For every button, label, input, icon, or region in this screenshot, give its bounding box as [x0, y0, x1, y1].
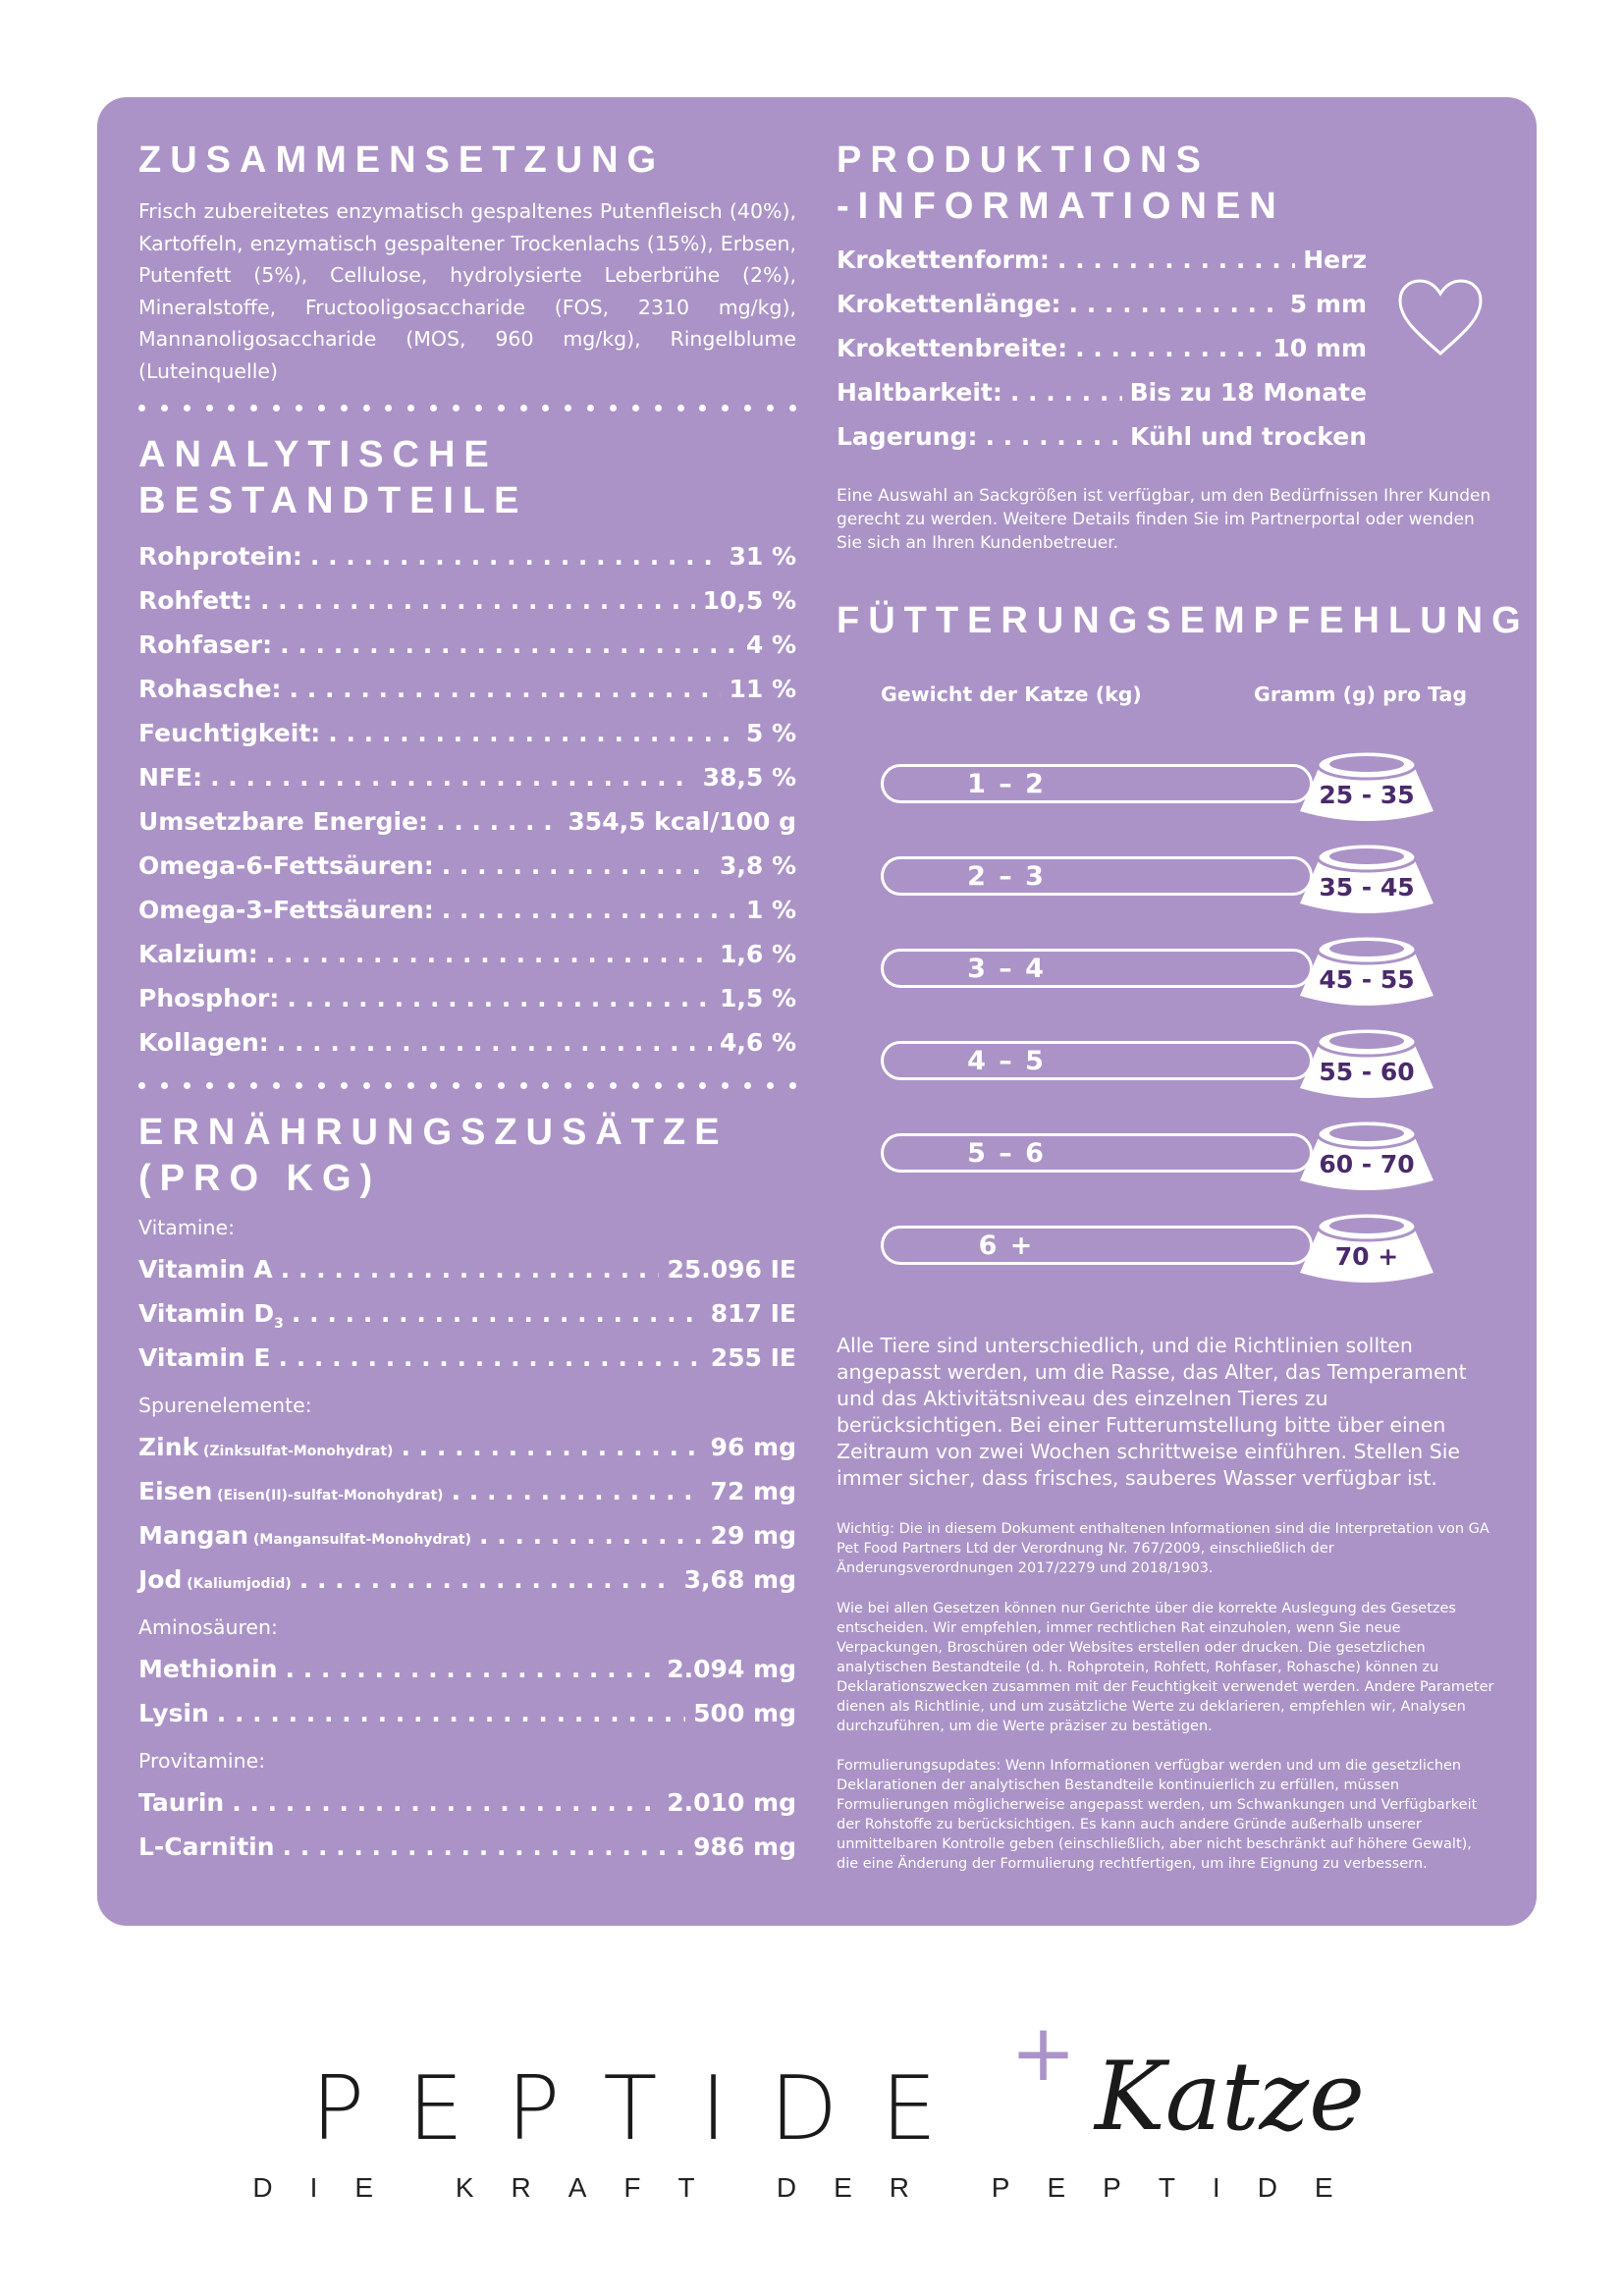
- analytic-row-value: 3,8 %: [719, 851, 796, 880]
- divider-dot: [385, 1082, 392, 1089]
- feeding-row: [881, 841, 1436, 917]
- dot-leader: [260, 578, 695, 623]
- weight-value: 6 +: [978, 1230, 1035, 1261]
- analytic-row-value: 1 %: [745, 896, 796, 924]
- vitamin-row-label: Vitamin A: [138, 1255, 273, 1284]
- vitamins-label: Vitamine:: [138, 1216, 236, 1239]
- divider-dot: [699, 1082, 706, 1089]
- dot-leader: [290, 667, 722, 711]
- divider-dot: [789, 405, 796, 411]
- amino-row-label: Lysin: [138, 1699, 209, 1727]
- divider-dot: [520, 1082, 527, 1089]
- brand-logo: [311, 2007, 1365, 2160]
- analytic-row: [138, 623, 796, 667]
- trace-row-label: Mangan (Mangansulfat-Monohydrat): [138, 1521, 471, 1550]
- dot-leader: [328, 711, 738, 755]
- analytic-row-label: Rohfaser:: [138, 630, 273, 659]
- production-row-value: 5 mm: [1289, 290, 1367, 318]
- analytic-row-label: Kollagen:: [138, 1028, 269, 1057]
- analytic-row-value: 38,5 %: [702, 763, 796, 792]
- vitamin-row: [138, 1336, 796, 1380]
- trace-row: [138, 1558, 796, 1602]
- weight-value: 1 – 2: [967, 769, 1046, 799]
- feeding-row: [881, 1118, 1436, 1194]
- feeding-row: [881, 748, 1436, 825]
- vitamin-row-sublabel: 3: [274, 1316, 284, 1332]
- divider-dot: [587, 1082, 594, 1089]
- heart-icon: [1396, 277, 1485, 359]
- vitamin-row-value: 255 IE: [710, 1343, 796, 1372]
- dot-leader: [442, 844, 712, 888]
- divider-dot: [161, 405, 168, 411]
- trace-row-label: Zink (Zinksulfat-Monohydrat): [138, 1433, 394, 1461]
- dot-leader: [1010, 370, 1122, 414]
- production-row-label: Krokettenform:: [837, 246, 1050, 274]
- dotted-divider: [138, 1080, 796, 1090]
- analytic-row: [138, 844, 796, 888]
- sack-note: Eine Auswahl an Sackgrößen ist verfügbar, um den Bedürfnissen Ihrer Kunden gerecht zu werden. Weitere Details finden Sie im Partnerportal oder wenden Sie sich an Ihren Kundenbetreuer.: [837, 486, 1491, 553]
- divider-dot: [453, 1082, 460, 1089]
- feeding-col-weight: Gewicht der Katze (kg): [881, 683, 1142, 706]
- production-row: [837, 282, 1367, 326]
- gram-value: 60 - 70: [1319, 1150, 1415, 1178]
- production-row-value: Herz: [1303, 246, 1367, 274]
- trace-row: [138, 1513, 796, 1558]
- divider-dot: [296, 405, 302, 411]
- divider-dot: [407, 1082, 414, 1089]
- vitamin-row: [138, 1291, 796, 1336]
- divider-dot: [363, 405, 370, 411]
- divider-dot: [318, 1082, 325, 1089]
- divider-dot: [632, 405, 639, 411]
- weight-value: 2 – 3: [967, 861, 1046, 892]
- logo-plus: +: [1010, 2007, 1077, 2099]
- provit-row: [138, 1780, 796, 1825]
- amino-row-value: 2.094 mg: [667, 1655, 796, 1683]
- gram-value: 70 +: [1334, 1242, 1399, 1271]
- divider-dot: [228, 405, 235, 411]
- dot-leader: [1075, 326, 1265, 370]
- divider-dot: [655, 405, 662, 411]
- amino-row: [138, 1691, 796, 1735]
- dot-leader: [277, 1020, 712, 1065]
- analytic-row-label: Kalzium:: [138, 940, 258, 968]
- analytic-row: [138, 1020, 796, 1065]
- divider-dot: [138, 405, 145, 411]
- weight-pill: [881, 1133, 1313, 1173]
- trace-list: [138, 1425, 796, 1602]
- legal-note-2: Wie bei allen Gesetzen können nur Gerichte über die korrekte Auslegung des Gesetzes entscheiden. Wir empfehlen, immer rechtlichen Rat einzuholen, wenn Sie neue Verpackungen, Broschüren oder Websites erstellen oder drucken. Die gesetzlichen analytischen Bestandteile (d. h. Rohprotein, Rohfett, Rohfaser, Rohasche) können zu Deklarationszwecken zusammen mit der Feuchtigkeit verwendet werden. Andere Parameter dienen als Richtlinie, und um zusätzliche Werte zu deklarieren, empfehlen wir, Analysen durchzuführen, um die Werte präziser zu bestätigen.: [837, 1601, 1494, 1734]
- gram-value: 35 - 45: [1319, 873, 1415, 902]
- analytic-title: ANALYTISCHE BESTANDTEILE: [138, 434, 528, 521]
- divider-dot: [341, 405, 348, 411]
- provit-row: [138, 1825, 796, 1869]
- dot-leader: [283, 1825, 686, 1869]
- trace-row: [138, 1425, 796, 1469]
- analytic-row: [138, 667, 796, 711]
- vitamin-row-value: 25.096 IE: [667, 1255, 796, 1284]
- trace-label: Spurenelemente:: [138, 1394, 312, 1417]
- divider-dot: [498, 405, 505, 411]
- divider-dot: [789, 1082, 796, 1089]
- dot-leader: [287, 976, 712, 1020]
- dotted-divider: [138, 403, 796, 412]
- divider-dot: [318, 405, 325, 411]
- legal-note-3: Formulierungsupdates: Wenn Informationen verfügbar werden und um die gesetzlichen Deklarationen der analytischen Bestandteile kontinuierlich zu erfüllen, müssen Formulierungen möglicherweise angepasst werden, um Schwankungen und Verfügbarkeit der Rohstoffe zu berücksichtigen. Es kann auch andere Gründe außerhalb unserer unmittelbaren Kontrolle geben (einschließlich, aber nicht beschränkt auf höhere Gewalt), die eine Änderung der Formulierung rechtfertigen, um ihre Eignung zu verbessern.: [837, 1758, 1478, 1872]
- divider-dot: [677, 405, 684, 411]
- dot-leader: [217, 1691, 685, 1735]
- dot-leader: [232, 1780, 659, 1825]
- dot-leader: [436, 799, 560, 844]
- divider-dot: [767, 405, 774, 411]
- divider-dot: [610, 1082, 617, 1089]
- analytic-row: [138, 888, 796, 932]
- divider-dot: [542, 405, 549, 411]
- trace-row-sublabel: (Kaliumjodid): [182, 1576, 292, 1592]
- analytic-row-label: Rohprotein:: [138, 542, 302, 571]
- analytic-row: [138, 578, 796, 623]
- divider-dot: [138, 1082, 145, 1089]
- trace-row-sublabel: (Zinksulfat-Monohydrat): [198, 1444, 394, 1459]
- dot-leader: [985, 414, 1122, 459]
- feeding-row: [881, 933, 1436, 1010]
- divider-dot: [722, 1082, 729, 1089]
- divider-dot: [610, 405, 617, 411]
- legal-note-1: Wichtig: Die in diesem Dokument enthaltenen Informationen sind die Interpretation von GA Pet Food Partners Ltd der Verordnung Nr. 767/2009, einschließlich der Änderungsverordnungen 2017/2279 und 2018/1903.: [837, 1521, 1489, 1576]
- divider-dot: [475, 405, 482, 411]
- divider-dot: [385, 405, 392, 411]
- analytic-row-value: 354,5 kcal/100 g: [568, 807, 796, 836]
- divider-dot: [250, 405, 257, 411]
- vitamin-row: [138, 1247, 796, 1291]
- dot-leader: [210, 755, 694, 799]
- dot-leader: [280, 623, 738, 667]
- vitamin-row-value: 817 IE: [710, 1299, 796, 1328]
- dot-leader: [266, 932, 712, 976]
- divider-dot: [430, 405, 437, 411]
- amino-row-label: Methionin: [138, 1655, 278, 1683]
- divider-dot: [407, 405, 414, 411]
- divider-dot: [655, 1082, 662, 1089]
- divider-dot: [520, 405, 527, 411]
- dot-leader: [452, 1469, 703, 1513]
- analytic-row-value: 5 %: [745, 719, 796, 747]
- analytic-row-label: Rohfett:: [138, 586, 252, 615]
- divider-dot: [363, 1082, 370, 1089]
- analytic-row-label: Rohasche:: [138, 675, 282, 703]
- divider-dot: [430, 1082, 437, 1089]
- composition-title: ZUSAMMENSETZUNG: [138, 139, 666, 181]
- divider-dot: [565, 1082, 571, 1089]
- divider-dot: [699, 405, 706, 411]
- divider-dot: [744, 405, 751, 411]
- dot-leader: [299, 1558, 676, 1602]
- analytic-row-value: 11 %: [729, 675, 796, 703]
- production-row-label: Lagerung:: [837, 422, 978, 451]
- analytic-row: [138, 799, 796, 844]
- vitamin-row-label: Vitamin E: [138, 1343, 271, 1372]
- divider-dot: [296, 1082, 302, 1089]
- production-row-label: Haltbarkeit:: [837, 378, 1002, 407]
- analytic-row-value: 10,5 %: [702, 586, 796, 615]
- divider-dot: [273, 405, 280, 411]
- logo-word: PEPTIDE: [311, 2057, 981, 2160]
- weight-pill: [881, 764, 1313, 803]
- weight-value: 5 – 6: [967, 1138, 1046, 1169]
- dot-leader: [286, 1647, 660, 1691]
- feeding-title: FÜTTERUNGSEMPFEHLUNG: [837, 600, 1530, 641]
- production-row: [837, 414, 1367, 459]
- left-column: [138, 137, 796, 1869]
- divider-dot: [273, 1082, 280, 1089]
- divider-dot: [206, 1082, 213, 1089]
- production-row-label: Krokettenbreite:: [837, 334, 1068, 362]
- provit-row-value: 986 mg: [693, 1832, 796, 1861]
- feeding-col-gram: Gramm (g) pro Tag: [1254, 683, 1468, 706]
- analytic-row-label: Umsetzbare Energie:: [138, 807, 429, 836]
- analytic-row-label: Phosphor:: [138, 984, 280, 1012]
- divider-dot: [744, 1082, 751, 1089]
- analytic-row-value: 1,6 %: [719, 940, 796, 968]
- vitamins-list: [138, 1247, 796, 1380]
- divider-dot: [677, 1082, 684, 1089]
- dot-leader: [310, 534, 722, 578]
- analytic-row: [138, 976, 796, 1020]
- amino-row-value: 500 mg: [693, 1699, 796, 1727]
- dot-leader: [1069, 282, 1282, 326]
- analytic-row-label: Omega-3-Fettsäuren:: [138, 896, 434, 924]
- gram-value: 55 - 60: [1319, 1058, 1415, 1086]
- divider-dot: [587, 405, 594, 411]
- provit-row-label: Taurin: [138, 1788, 225, 1817]
- production-row-value: 10 mm: [1272, 334, 1367, 362]
- gram-value: 25 - 35: [1319, 781, 1415, 809]
- divider-dot: [184, 405, 190, 411]
- brand-tagline: DIE KRAFT DER PEPTIDE: [252, 2172, 1371, 2203]
- production-row-label: Krokettenlänge:: [837, 290, 1061, 318]
- divider-dot: [475, 1082, 482, 1089]
- trace-row-sublabel: (Mangansulfat-Monohydrat): [248, 1532, 471, 1548]
- production-row: [837, 326, 1367, 370]
- analytic-row-value: 4 %: [745, 630, 796, 659]
- provit-list: [138, 1780, 796, 1869]
- provit-row-label: L-Carnitin: [138, 1832, 275, 1861]
- divider-dot: [767, 1082, 774, 1089]
- trace-row-value: 72 mg: [710, 1477, 796, 1505]
- weight-pill: [881, 949, 1313, 988]
- trace-row-sublabel: (Eisen(II)-sulfat-Monohydrat): [212, 1488, 444, 1503]
- feeding-guidance: Alle Tiere sind unterschiedlich, und die Richtlinien sollten angepasst werden, um die Rasse, das Alter, das Temperament und das Aktivitätsniveau des einzelnen Tieres zu berücksichtigen. Bei einer Futterumstellung bitte über einen Zeitraum von zwei Wochen schrittweise einführen. Stellen Sie immer sicher, dass frisches, sauberes Wasser verfügbar ist.: [837, 1334, 1467, 1490]
- production-row: [837, 370, 1367, 414]
- divider-dot: [206, 405, 213, 411]
- dot-leader: [442, 888, 738, 932]
- analytic-row: [138, 534, 796, 578]
- divider-dot: [453, 405, 460, 411]
- weight-value: 3 – 4: [967, 954, 1046, 984]
- dot-leader: [292, 1291, 703, 1336]
- right-column: [837, 137, 1530, 644]
- analytic-row-label: Feuchtigkeit:: [138, 719, 321, 747]
- logo-script: Katze: [1095, 2042, 1365, 2152]
- divider-dot: [632, 1082, 639, 1089]
- analytic-row: [138, 711, 796, 755]
- divider-dot: [722, 405, 729, 411]
- trace-row-value: 96 mg: [710, 1433, 796, 1461]
- feeding-row: [881, 1025, 1436, 1102]
- vitamin-row-label: Vitamin $D_3$: [138, 1299, 284, 1332]
- dot-leader: [401, 1425, 702, 1469]
- dot-leader: [279, 1336, 703, 1380]
- analytic-row-value: 1,5 %: [719, 984, 796, 1012]
- dot-leader: [281, 1247, 660, 1291]
- divider-dot: [565, 405, 571, 411]
- production-row: [837, 238, 1367, 282]
- analytic-row-label: Omega-6-Fettsäuren:: [138, 851, 434, 880]
- trace-row-label: Eisen (Eisen(II)-sulfat-Monohydrat): [138, 1477, 444, 1505]
- production-row-value: Kühl und trocken: [1130, 422, 1367, 451]
- divider-dot: [161, 1082, 168, 1089]
- dot-leader: [479, 1513, 703, 1558]
- dot-leader: [1057, 238, 1295, 282]
- analytic-row: [138, 755, 796, 799]
- amino-list: [138, 1647, 796, 1735]
- weight-pill: [881, 856, 1313, 896]
- trace-row-value: 29 mg: [710, 1521, 796, 1550]
- trace-row: [138, 1469, 796, 1513]
- trace-row-label: Jod (Kaliumjodid): [138, 1565, 292, 1594]
- production-row-value: Bis zu 18 Monate: [1129, 378, 1367, 407]
- divider-dot: [184, 1082, 190, 1089]
- weight-value: 4 – 5: [967, 1046, 1046, 1076]
- divider-dot: [498, 1082, 505, 1089]
- additives-title: ERNÄHRUNGSZUSÄTZE (PRO KG): [138, 1112, 729, 1199]
- divider-dot: [542, 1082, 549, 1089]
- divider-dot: [228, 1082, 235, 1089]
- production-title: PRODUKTIONS -INFORMATIONEN: [837, 139, 1285, 227]
- feeding-row: [881, 1210, 1436, 1286]
- amino-row: [138, 1647, 796, 1691]
- production-list: [837, 238, 1367, 459]
- analytic-list: [138, 534, 796, 1065]
- analytic-row-value: 31 %: [729, 542, 796, 571]
- weight-pill: [881, 1226, 1313, 1265]
- weight-pill: [881, 1041, 1313, 1080]
- amino-label: Aminosäuren:: [138, 1615, 278, 1639]
- trace-row-value: 3,68 mg: [683, 1565, 796, 1594]
- provit-label: Provitamine:: [138, 1749, 266, 1773]
- divider-dot: [341, 1082, 348, 1089]
- divider-dot: [250, 1082, 257, 1089]
- gram-value: 45 - 55: [1319, 965, 1415, 994]
- provit-row-value: 2.010 mg: [667, 1788, 796, 1817]
- analytic-row-label: NFE:: [138, 763, 203, 792]
- composition-text: Frisch zubereitetes enzymatisch gespaltenes Putenfleisch (40%), Kartoffeln, enzymatisch gespaltener Trockenlachs (15%), Erbsen, Putenfett (5%), Cellulose, hydrolysierte Leberbrühe (2%), Mineralstoffe, Fructooligosaccharide (FOS, 2310 mg/kg), Mannanoligosaccharide (MOS, 960 mg/kg), Ringelblume (Luteinquelle): [138, 199, 796, 383]
- analytic-row: [138, 932, 796, 976]
- analytic-row-value: 4,6 %: [719, 1028, 796, 1057]
